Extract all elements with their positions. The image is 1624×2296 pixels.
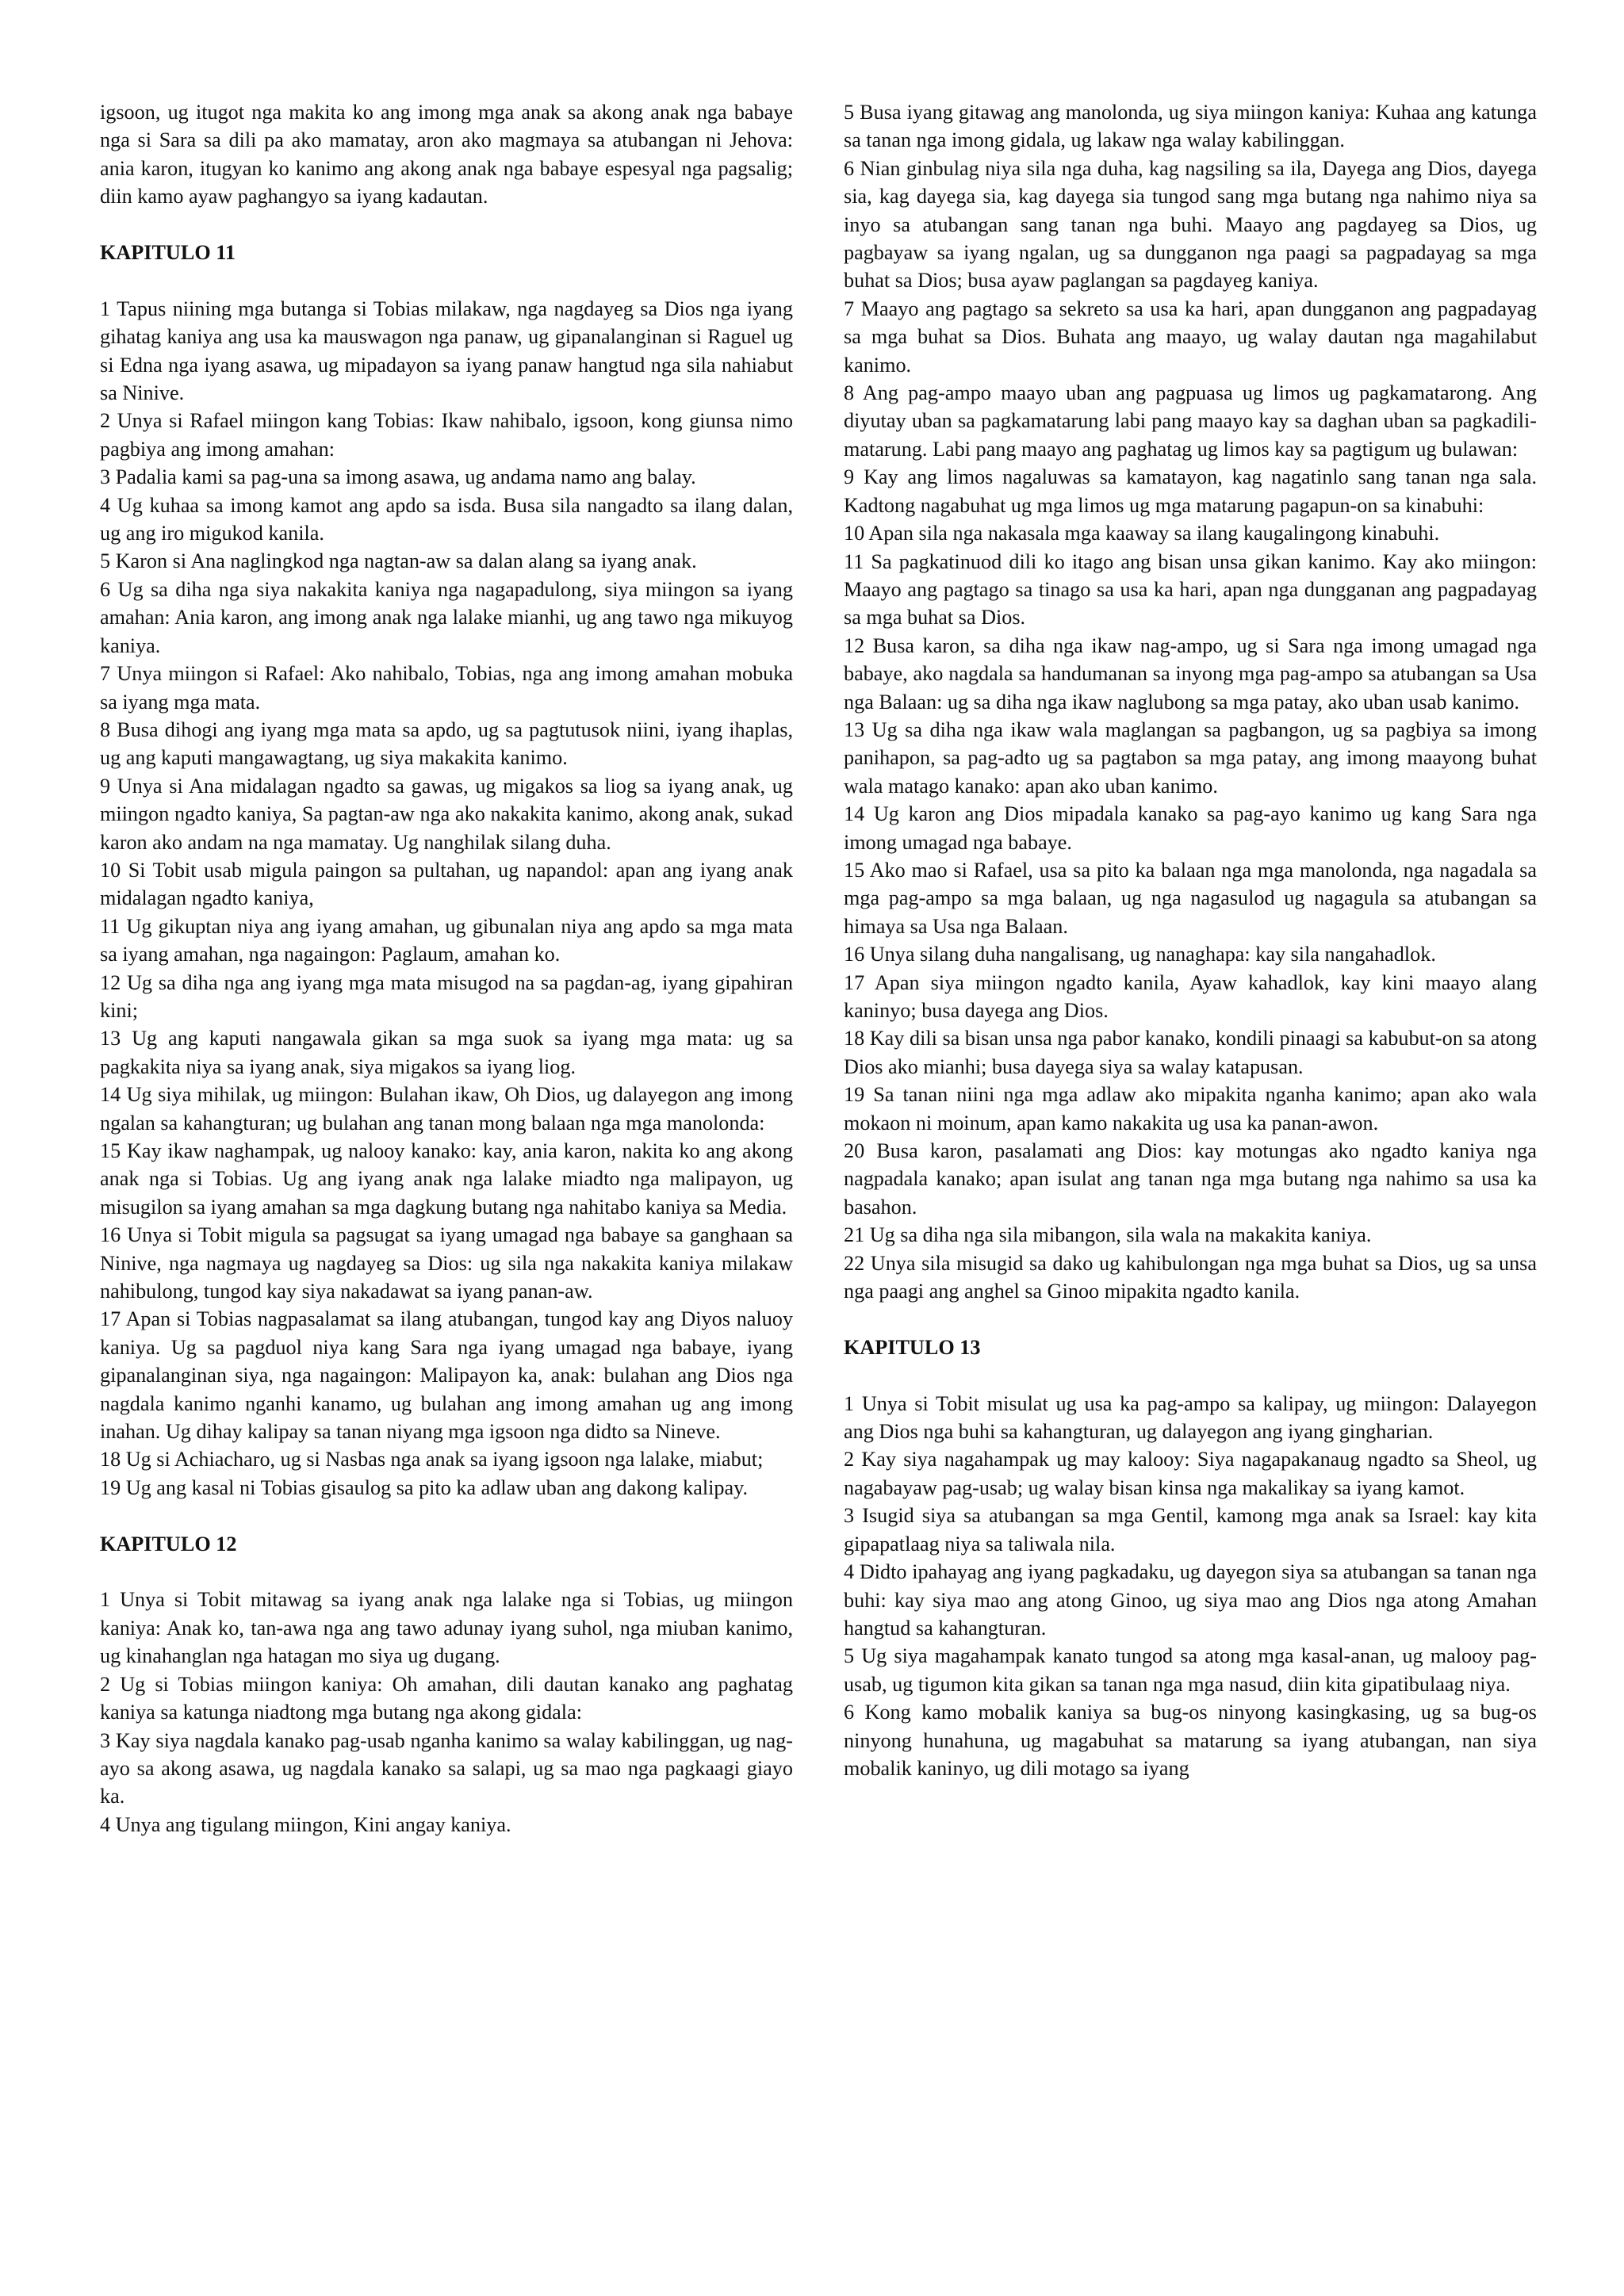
verse-12-13: 13 Ug sa diha nga ikaw wala maglangan sa pagbangon, ug sa pagbiya sa imong panihapon, sa pag-adto ug sa pagtabon sa mga patay, ang imong maayong buhat wala matago kanako: apan ako uban kanimo.: [844, 718, 1537, 798]
verse-12-9: 9 Kay ang limos nagaluwas sa kamatayon, kag nagatinlo sang tanan nga sala. Kadtong nagabuhat ug mga limos ug mga matarung pagapun-on sa kinabuhi:: [844, 465, 1537, 517]
verse-11-5: 5 Karon si Ana naglingkod nga nagtan-aw sa dalan alang sa iyang anak.: [100, 549, 697, 573]
verse-11-4: 4 Ug kuhaa sa imong kamot ang apdo sa isda. Busa sila nangadto sa ilang dalan, ug ang iro migukod kanila.: [100, 493, 793, 545]
verse-12-7: 7 Maayo ang pagtago sa sekreto sa usa ka hari, apan dungganon ang pagpadayag sa mga buhat sa Dios. Buhata ang maayo, ug walay dautan nga magahilabut kanimo.: [844, 297, 1537, 377]
verse-12-4: 4 Unya ang tigulang miingon, Kini angay kaniya.: [100, 1812, 511, 1836]
verse-12-12: 12 Busa karon, sa diha nga ikaw nag-ampo, ug si Sara nga imong umagad nga babaye, ako nagdala sa handumanan sa inyong mga pag-ampo sa atubangan sa Usa nga Balaan: ug sa diha nga ikaw naglubong sa mga patay, ako uban usab kanimo.: [844, 633, 1537, 714]
verse-13-1: 1 Unya si Tobit misulat ug usa ka pag-ampo sa kalipay, ug miingon: Dalayegon ang Dios nga buhi sa kahangturan, ug dalayegon ang iyang gingharian.: [844, 1391, 1537, 1444]
verse-12-10: 10 Apan sila nga nakasala mga kaaway sa ilang kaugalingong kinabuhi.: [844, 522, 1440, 545]
verse-12-21: 21 Ug sa diha nga sila mibangon, sila wala na makakita kaniya.: [844, 1223, 1372, 1247]
verse-12-8: 8 Ang pag-ampo maayo uban ang pagpuasa ug limos ug pagkamatarong. Ang diyutay uban sa pagkamatarung labi pang maayo kay sa daghan uban sa pagkadili-matarung. Labi pang maayo ang paghatag ug limos kay sa pagtigum ug bulawan:: [844, 381, 1537, 461]
verse-12-6: 6 Nian ginbulag niya sila nga duha, kag nagsiling sa ila, Dayega ang Dios, dayega sia, kag dayega sia, kag dayega sia tungod sang mga butang nga nahimo niya sa inyo sa atubangan sang tanan nga buhi. Maayo ang pagdayeg sa Dios, ug pagbayaw sa iyang ngalan, ug sa dungganon nga paagi sa pagpadayag sa mga buhat sa Dios; busa ayaw paglangan sa pagdayeg kaniya.: [844, 156, 1537, 293]
verse-12-11: 11 Sa pagkatinuod dili ko itago ang bisan unsa gikan kanimo. Kay ako miingon: Maayo ang pagtago sa tinago sa usa ka hari, apan nga dungganan ang pagpadayag sa mga buhat sa Dios.: [844, 549, 1537, 629]
verse-11-18: 18 Ug si Achiacharo, ug si Nasbas nga anak sa iyang igsoon nga lalake, miabut;: [100, 1448, 764, 1471]
verse-11-6: 6 Ug sa diha nga siya nakakita kaniya nga nagapadulong, siya miingon sa iyang amahan: Ania karon, ang imong anak nga lalake mianhi, ug ang tawo nga mikuyog kaniya.: [100, 577, 793, 657]
spacer: [100, 211, 793, 239]
verse-11-14: 14 Ug siya mihilak, ug miingon: Bulahan ikaw, Oh Dios, ug dalayegon ang imong ngalan sa kahangturan; ug bulahan ang tanan mong balaan nga mga manolonda:: [100, 1083, 793, 1135]
verse-12-15: 15 Ako mao si Rafael, usa sa pito ka balaan nga mga manolonda, nga nagadala sa mga pag-ampo sa mga balaan, ug nga nagasulod ug nagagula sa atubangan sa himaya sa Usa nga Balaan.: [844, 858, 1537, 938]
verse-12-16: 16 Unya silang duha nangalisang, ug nanaghapa: kay sila nangahadlok.: [844, 943, 1436, 966]
verse-11-9: 9 Unya si Ana midalagan ngadto sa gawas, ug migakos sa liog sa iyang anak, ug miingon ngadto kaniya, Sa pagtan-aw nga ako nakakita kanimo, akong anak, sukad karon ako andam na nga mamatay. Ug nanghilak silang duha.: [100, 774, 793, 854]
verse-13-2: 2 Kay siya nagahampak ug may kalooy: Siya nagapakanaug ngadto sa Sheol, ug nagabayaw pag-usab; ug walay bisan kinsa nga makalikay sa iyang kamot.: [844, 1448, 1537, 1499]
verse-13-5: 5 Ug siya magahampak kanato tungod sa atong mga kasal-anan, ug malooy pag-usab, ug tigumon kita gikan sa tanan nga mga nasud, diin kita gipatibulaag niya.: [844, 1644, 1537, 1696]
verse-13-3: 3 Isugid siya sa atubangan sa mga Gentil, kamong mga anak sa Israel: kay kita gipapatlaag niya sa taliwala nila.: [844, 1504, 1537, 1556]
left-column: [100, 98, 793, 1839]
spacer: [844, 1305, 1537, 1333]
verse-11-16: 16 Unya si Tobit migula sa pagsugat sa iyang umagad nga babaye sa ganghaan sa Ninive, nga nagmaya ug nagdayeg sa Dios: ug sila nga nakakita kaniya milakaw nahibulong, tungod kay siya nakadawat sa iyang panan-aw.: [100, 1223, 793, 1303]
verse-12-1: 1 Unya si Tobit mitawag sa iyang anak nga lalake nga si Tobias, ug miingon kaniya: Anak ko, tan-awa nga ang tawo adunay iyang suhol, nga miuban kanimo, ug kinahanglan nga hatagan mo siya ug dugang.: [100, 1588, 793, 1668]
verse-11-1: 1 Tapus niining mga butanga si Tobias milakaw, nga nagdayeg sa Dios nga iyang gihatag kaniya ang usa ka mauswagon nga panaw, ug gipanalanginan si Raguel ug si Edna nga iyang asawa, ug mipadayon sa iyang panaw hangtud nga sila nahiabut sa Ninive.: [100, 297, 793, 405]
verse-11-13: 13 Ug ang kaputi nangawala gikan sa mga suok sa iyang mga mata: ug sa pagkakita niya sa iyang anak, siya migakos sa iyang liog.: [100, 1027, 793, 1078]
verse-11-8: 8 Busa dihogi ang iyang mga mata sa apdo, ug sa pagtutusok niini, iyang ihaplas, ug ang kaputi mangawagtang, ug siya makakita kanimo.: [100, 718, 793, 770]
verse-11-19: 19 Ug ang kasal ni Tobias gisaulog sa pito ka adlaw uban ang dakong kalipay.: [100, 1475, 749, 1499]
verse-12-19: 19 Sa tanan niini nga mga adlaw ako mipakita nganha kanimo; apan ako wala mokaon ni moinum, apan kamo nakakita ug usa ka panan-awon.: [844, 1083, 1537, 1135]
verse-11-2: 2 Unya si Rafael miingon kang Tobias: Ikaw nahibalo, igsoon, kong giunsa nimo pagbiya ang imong amahan:: [100, 409, 793, 461]
verse-11-7: 7 Unya miingon si Rafael: Ako nahibalo, Tobias, nga ang imong amahan mobuka sa iyang mga mata.: [100, 662, 793, 714]
verse-12-20: 20 Busa karon, pasalamati ang Dios: kay motungas ako ngadto kaniya nga nagpadala kanako; apan isulat ang tanan nga mga butang nga nahimo sa usa ka basahon.: [844, 1139, 1537, 1219]
right-column: [844, 98, 1537, 1782]
verse-13-6: 6 Kong kamo mobalik kaniya sa bug-os ninyong kasingkasing, ug sa bug-os ninyong hunahuna, ug magabuhat sa matarung sa iyang atubangan, nan siya mobalik kaninyo, ug dili motago sa iyang: [844, 1701, 1537, 1780]
verse-12-22: 22 Unya sila misugid sa dako ug kahibulongan nga mga buhat sa Dios, ug sa unsa nga paagi ang anghel sa Ginoo mipakita ngadto kanila.: [844, 1251, 1537, 1303]
verse-12-3: 3 Kay siya nagdala kanako pag-usab nganha kanimo sa walay kabilinggan, ug nag-ayo sa akong asawa, ug nagdala kanako sa salapi, ug sa mao nga pagkaagi giayo ka.: [100, 1728, 793, 1808]
verse-11-12: 12 Ug sa diha nga ang iyang mga mata misugod na sa pagdan-ag, iyang gipahiran kini;: [100, 970, 793, 1022]
spacer: [100, 266, 793, 294]
verse-12-17: 17 Apan siya miingon ngadto kanila, Ayaw kahadlok, kay kini maayo alang kaninyo; busa dayega ang Dios.: [844, 970, 1537, 1022]
verse-12-14: 14 Ug karon ang Dios mipadala kanako sa pag-ayo kanimo ug kang Sara nga imong umagad nga babaye.: [844, 802, 1537, 854]
chapter-12-heading: KAPITULO 12: [100, 1532, 237, 1556]
chapter-13-heading: KAPITULO 13: [844, 1335, 981, 1359]
verse-12-18: 18 Kay dili sa bisan unsa nga pabor kanako, kondili pinaagi sa kabubut-on sa atong Dios ako mianhi; busa dayega siya sa walay katapusan.: [844, 1027, 1537, 1078]
spacer: [844, 1361, 1537, 1389]
spacer: [100, 1558, 793, 1586]
verse-13-4: 4 Didto ipahayag ang iyang pagkadaku, ug dayegon siya sa atubangan sa tanan nga buhi: kay siya mao ang atong Ginoo, ug siya mao ang Dios nga atong Amahan hangtud sa kahangturan.: [844, 1560, 1537, 1640]
verse-12-5: 5 Busa iyang gitawag ang manolonda, ug siya miingon kaniya: Kuhaa ang katunga sa tanan nga imong gidala, ug lakaw nga walay kabilinggan.: [844, 101, 1537, 152]
verse-11-15: 15 Kay ikaw naghampak, ug nalooy kanako: kay, ania karon, nakita ko ang akong anak nga si Tobias. Ug ang iyang anak nga lalake miadto nga malipayon, ug misugilon sa iyang amahan sa mga dagkung butang nga nahitabo kaniya sa Media.: [100, 1139, 793, 1219]
intro-paragraph: igsoon, ug itugot nga makita ko ang imong mga anak sa akong anak nga babaye nga si Sara sa dili pa ako mamatay, aron ako magmaya sa atubangan ni Jehova: ania karon, itugyan ko kanimo ang akong anak nga babaye espesyal nga pagsalig; diin kamo ayaw paghangyo sa iyang kadautan.: [100, 101, 793, 209]
spacer: [100, 1502, 793, 1529]
verse-11-17: 17 Apan si Tobias nagpasalamat sa ilang atubangan, tungod kay ang Diyos naluoy kaniya. Ug sa pagduol niya kang Sara nga iyang umagad nga babaye, iyang gipanalanginan siya, nga nagaingon: Malipayon ka, anak: bulahan ang Dios nga nagdala kanimo nganhi kanamo, ug bulahan ang imong amahan ug ang imong inahan. Ug dihay kalipay sa tanan niyang mga igsoon nga didto sa Nineve.: [100, 1307, 793, 1444]
verse-12-2: 2 Ug si Tobias miingon kaniya: Oh amahan, dili dautan kanako ang paghatag kaniya sa katunga niadtong mga butang nga akong gidala:: [100, 1672, 793, 1724]
verse-11-11: 11 Ug gikuptan niya ang iyang amahan, ug gibunalan niya ang apdo sa mga mata sa iyang amahan, nga nagaingon: Paglaum, amahan ko.: [100, 914, 793, 966]
chapter-11-heading: KAPITULO 11: [100, 241, 236, 265]
verse-11-3: 3 Padalia kami sa pag-una sa imong asawa, ug andama namo ang balay.: [100, 465, 696, 489]
verse-11-10: 10 Si Tobit usab migula paingon sa pultahan, ug napandol: apan ang iyang anak midalagan ngadto kaniya,: [100, 858, 793, 910]
